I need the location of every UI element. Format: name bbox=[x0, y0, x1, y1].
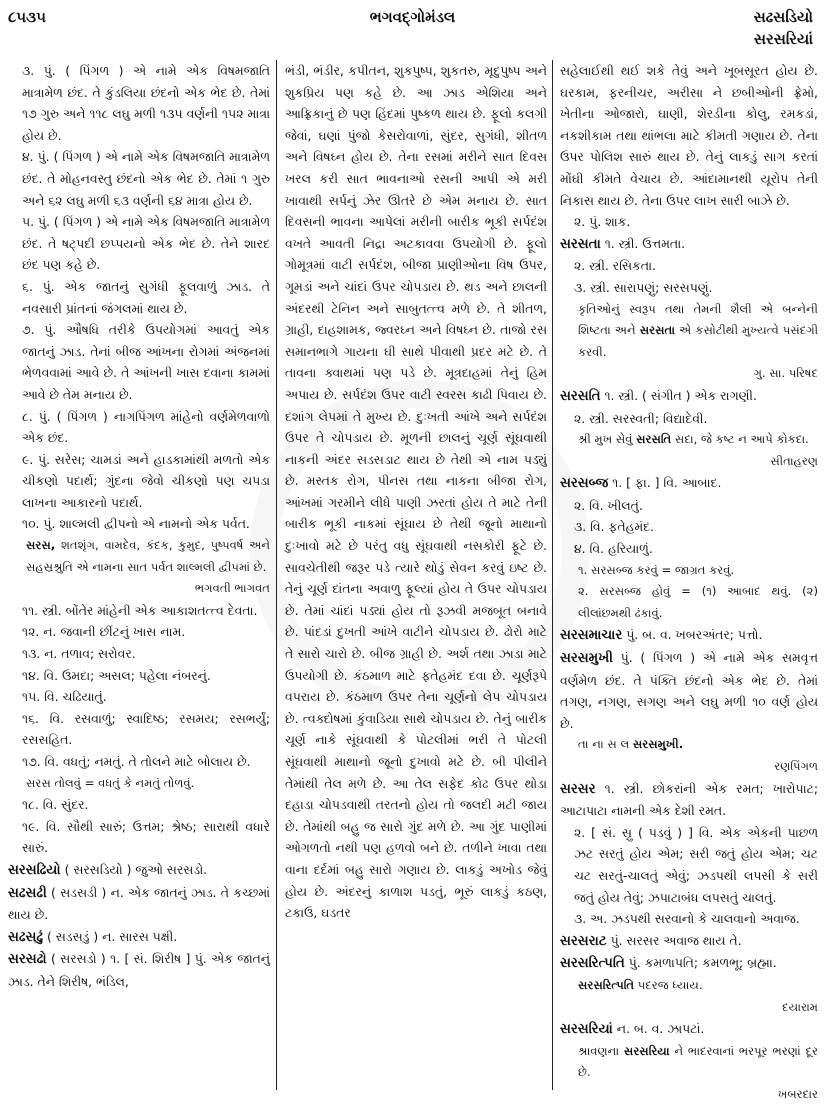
headword: સરસતા bbox=[560, 236, 601, 252]
definition-sense: ૧૯. વિ. સૌથી સારું; ઉત્તમ; શ્રેષ્ઠ; સારાથી વધારે સારું. bbox=[22, 818, 270, 856]
quote-headword: સરસતા bbox=[639, 323, 675, 338]
quote-headword: સરસરિત્પતિ bbox=[578, 977, 635, 992]
entry-definition: પું. બ. વ. ખબરઅંતર; પત્તો. bbox=[622, 627, 763, 643]
headword: સરસતિ bbox=[560, 388, 601, 404]
entry-definition: ૧. સ્ત્રી. ( સંગીત ) એક રાગણી. bbox=[600, 387, 757, 403]
definition-sense: ૧૫. વિ. ચઢિયાતું. bbox=[22, 689, 107, 705]
definition-sense: ૨. પું. શાક. bbox=[574, 214, 631, 230]
headword: સરસરાટ bbox=[560, 933, 607, 949]
definition-sense: ૯. પું. સરેસ; ચામડાં અને હાડકામાંથી મળતો એક ચીકણો પદાર્થ; ગુંદના જેવો ચીકણો પણ ચપડા લાખના આકારનો પદાર્થ. bbox=[22, 451, 270, 510]
quote-text: શ્રાવણના bbox=[578, 1043, 624, 1058]
headword: સઢસઢું bbox=[8, 929, 44, 945]
dictionary-entry bbox=[560, 930, 818, 953]
citation-quote bbox=[560, 429, 818, 472]
dictionary-entry bbox=[560, 472, 818, 495]
definition-sense: ૬. પું. એક જાતનું સુગંધી ફૂલવાળું ઝાડ. તે નવસારી પ્રાંતનાં જંગલમાં થાય છે. bbox=[22, 278, 270, 316]
dictionary-entry bbox=[8, 882, 270, 926]
column-2 bbox=[285, 60, 547, 924]
entry-definition: ૧. સ્ત્રી. ઉત્તમતા. bbox=[600, 235, 686, 251]
definition-sense: ૧૩. ન. તળાવ; સરોવર. bbox=[22, 646, 136, 662]
usage-example: ૧. સરસબ્જ કરવું = જાગ્રત કરવું. bbox=[578, 562, 735, 577]
headword: સરસર bbox=[560, 781, 596, 797]
definition-sense: ૨. સ્ત્રી. રસિકતા. bbox=[574, 258, 656, 274]
definition-sense: ૧૮. વિ. સુંદર. bbox=[22, 797, 89, 813]
definition-sense: ૩. વિ. ફતેહમંદ. bbox=[574, 519, 655, 535]
definition-sense: ૩. સ્ત્રી. સારાપણું; સરસપણું. bbox=[574, 279, 713, 295]
entry-definition: ૧. સ્ત્રી. છોકરાંની એક રમત; ખારોપાટ; આટાપાટા નામની એક દેશી રમત. bbox=[560, 780, 818, 819]
citation-quote bbox=[8, 535, 270, 600]
definition-sense: ૩. અ. ઝડપથી સરવાનો કે ચાલવાનો અવાજ. bbox=[574, 911, 800, 927]
definition-sense: ૪. વિ. હરિયાળું. bbox=[574, 541, 653, 557]
book-title: ભગવદ્ગોમંડલ bbox=[369, 8, 456, 26]
definition-sense: ૧૭. વિ. વધતું; નમતું. તે તોલને માટે બોલાય છે. bbox=[22, 754, 251, 769]
definition-sense: ૭. પું. ઔષધિ તરીકે ઉપયોગમાં આવતું એક જાતનું ઝાડ. તેનાં બીજ આંખના રોગમાં અંજનમાં ભેળવવામાં આવે છે. તે આંખની ખાસ દવાના કામમાં આવે છે તેમ મનાય છે. bbox=[22, 322, 270, 402]
definition-sense: ૧૧. સ્ત્રી. બોંતેર માંહેની એક આકાશતત્ત્વ દેવતા. bbox=[22, 602, 258, 618]
quote-headword: સરસતિ bbox=[636, 432, 672, 447]
definition-sense: ૧૨. ન. જવાની છીંટનું ખાસ નામ. bbox=[22, 624, 186, 640]
quote-headword: સરસ, bbox=[26, 538, 56, 553]
usage-example: ૨. સરસબ્જ હોવું = (૧) આબાદ થવું. (૨) લીલાંછમથી ઢંકાવું. bbox=[578, 584, 818, 620]
definition-sense: ૪. પું. ( પિંગળ ) એ નામે એક વિષમજાતિ માત્રામેળ છંદ. તે મોહનવસ્તુ છંદનો એક ભેદ છે. તેમાં ૧ ગુરુ અને ૬૨ લઘુ મળી ૬૩ વર્ણની ૬૪ માત્રા હોય છે. bbox=[22, 149, 270, 208]
quote-text: કૃતિઓનું સ્વરૂપ તથા તેમની શૈલી એ બન્નેની શિષ્ટતા અને bbox=[578, 301, 818, 338]
quote-source: દયારામ bbox=[782, 999, 818, 1014]
quote-source: રણપિંગળ bbox=[774, 759, 818, 773]
quote-text: સદા, જે કષ્ટ ન આપે કોકદા. bbox=[671, 432, 809, 447]
headword: સઢસઢી bbox=[8, 885, 47, 901]
dictionary-entry bbox=[560, 624, 818, 647]
dictionary-entry bbox=[560, 233, 818, 256]
definition-sense: ૨. સ્ત્રી. સરસ્વતી; વિદ્યાદેવી. bbox=[574, 410, 708, 426]
column-1 bbox=[8, 60, 270, 993]
headword: સરસમુખી bbox=[560, 651, 613, 667]
entry-definition: ( સરસડિયો ) જુઓ સરસડો. bbox=[60, 861, 208, 877]
definition-sense: ૩. પું. ( પિંગળ ) એ નામે એક વિષમજાતિ માત્રામેળ છંદ. તે કુંડલિયા છંદનો એક ભેદ છે. તેમાં ૧૭ ગુરુ અને ૧૧૮ લઘુ મળી ૧૩૫ વર્ણની ૧૫૨ માત્રા હોય છે. bbox=[22, 63, 270, 143]
citation-quote bbox=[560, 975, 818, 1018]
definition-sense: ૨. વિ. ખીલતું. bbox=[574, 497, 643, 513]
page-number: ૮૫૩૫ bbox=[8, 8, 46, 26]
dictionary-entry bbox=[8, 926, 270, 949]
entry-definition: ૧. [ ફા. ] વિ. આબાદ. bbox=[608, 475, 722, 491]
dictionary-entry bbox=[560, 778, 818, 822]
quote-text: પદરજ ધ્યાય. bbox=[634, 977, 703, 992]
dictionary-entry bbox=[8, 859, 270, 882]
paragraph: ભંડી, ભંડીર, કપીતન, શુકપુષ્પ, શુકતરુ, મૃદુપુષ્પ અને શુકપ્રિય પણ કહે છે. આ ઝાડ એશિયા અને આફ્રિકાનું છે પણ હિંદમાં પુષ્કળ થાય છે. ફૂલો કલગી જેવાં, ઘણાં પુંજો કેસરોવાળાં, સુંદર, સુગંધી, શીતળ અને વિષઘ્ન હોય છે. તેના રસમાં મરીને સાત દિવસ ખરલ કરી સાત ભાવનાઓ રસની આપી એ મરી ખાવાથી સર્પનું ઝેર ઊતરે છે એમ મનાય છે. સાત દિવસની ભાવના આપેલાં મરીની બારીક ભૂકી સર્પદંશ વખતે આવતી નિદ્રા અટકાવવા ઉપયોગી છે. ફૂલો ગોમૂત્રમાં વાટી સર્પદંશ, બીજા પ્રાણીઓના વિષ ઉપર, ગૂમડાં અને ચાંદાં ઉપર ચોપડાય છે. થડ અને છાલની અંદરથી ટેનિન અને સાબુતત્ત્વ મળે છે. તે શીતળ, ગ્રાહી, દાહશામક, જ્વરઘ્ન અને વિષઘ્ન છે. તાજો રસ સમાનભાગે ગાયના ઘી સાથે પીવાથી પ્રદર મટે છે. તે તાવના ક્વાથમાં પણ પડે છે. મૂત્રદાહમાં તેનું હિમ અપાય છે. સર્પદંશ ઉપર વાટી સ્વરસ કાઢી પિવાય છે. દશાંગ લેપમાં તે મુખ્ય છે. દુઃખતી આંખે અને સર્પદંશ ઉપર તે ચોપડાય છે. મૂળની છાલનું ચૂર્ણ સૂંઘવાથી નાકની અંદર સડસડાટ થાય છે તેથી એ નામ પડ્યું છે. મસ્તક રોગ, પીનસ તથા નાકના બીજા રોગ, આંખમાં ગરમીને લીધે પાણી ઝરતાં હોય તે માટે તેની બારીક ભૂકી નાકમાં સૂંઘાય છે તેથી જૂનો માથાનો દુઃખાવો મટે છે પરંતુ વધુ સૂંઘવાથી નસકોરી ફૂટે છે. સાવચેતીથી જરૂર પડે ત્યારે થોડું સેવન કરવું ઇષ્ટ છે. તેનું ચૂર્ણ દાંતના અવાળુ ફૂલ્યાં હોય તે ઉપર ચોપડાય છે. તેમાં ચાંદાં પડ્યાં હોય તો રૂઝવી મજબૂત બનાવે છે. પાંદડાં દુખતી આંખે વાટીને ચોપડાય છે. ઢોરો માટે તે સારો ચારો છે. બીજ ગ્રાહી છે. અર્શ તથા ઝાડા માટે ઉપયોગી છે. કંઠમાળ માટે ફતેહમંદ દવા છે. ચૂર્ણરૂપે વપરાય છે. કંઠમાળ ઉપર તેના ચૂર્ણનો લેપ ચોપડાય છે. ત્વક્દોષમાં કુંવાડિયા સાથે ચોપડાય છે. તેનું બારીક ચૂર્ણ નાકે સૂંઘવાથી કે પોટલીમાં ભરી તે પોટલી સૂંઘવાથી માથાનો જૂનો દુખાવો મટે છે. બી પીલીને તેમાંથી તેલ મળે છે. આ તેલ સફેદ કોઢ ઉપર થોડા દહાડા ચોપડવાથી તરતનો હોય તો જલદી મટી જાય છે. તેમાંથી બહુ જ સારો ગુંદ મળે છે. આ ગુંદ પાણીમાં ઓગળતો નથી પણ હળવો બને છે. તળીને ખાવા તથા વાના દર્દમાં બહુ સારો ગણાય છે. લાકડું અખોડ જેવું હોય છે. અંદરનું કાળાશ પડતું, ભૂરું લાકડું કઠણ, ટકાઉ, ઘડતર bbox=[285, 63, 547, 921]
headword: સરસઢિયો bbox=[8, 862, 61, 878]
entry-definition: ( સડસડું ) ન. સારસ પક્ષી. bbox=[43, 928, 178, 944]
quote-headword: સરસમુખી. bbox=[632, 737, 684, 752]
quote-source: સીતાહરણ bbox=[770, 453, 818, 468]
headword: સરસબ્જ bbox=[560, 476, 609, 492]
quote-text: એ કસોટીથી મુખ્યત્વે પસંદગી કરવી. bbox=[578, 323, 819, 359]
guide-word-first: સઢસડિયો bbox=[753, 8, 813, 26]
page-header bbox=[0, 0, 825, 58]
citation-quote bbox=[560, 1041, 818, 1106]
column-divider bbox=[552, 60, 553, 1090]
quote-source: ગુ. સા. પરિષદ bbox=[753, 366, 818, 381]
dictionary-entry bbox=[560, 385, 818, 408]
definition-sense: ૨. [ સં. સ્રુ ( પડવું ) ] વિ. એક એકની પાછળ ઝટ સરતું હોય એમ; સરી જતું હોય એમ; ચટ ચટ સરતું-ચાલતું એવું; ઝડપથી લપસી કે સરી જતું હોય તેવું; ઝપાટાબંધ લપસતું ચાલતું. bbox=[574, 824, 818, 905]
headword: સરસઢો bbox=[8, 952, 47, 968]
definition-sense: ૧૬. વિ. રસવાળું; સ્વાદિષ્ઠ; રસમય; રસભર્યું; રસસહિત. bbox=[22, 710, 270, 748]
dictionary-entry bbox=[560, 647, 818, 734]
quote-source: ભગવતી ભાગવત bbox=[194, 581, 270, 596]
dictionary-entry bbox=[560, 952, 818, 975]
column-3 bbox=[560, 60, 818, 1106]
paragraph: સહેલાઈથી થઈ શકે તેવું અને ખૂબસૂરત હોય છે. ઘરકામ, ફરનીચર, અરીસા ને છબીઓની ફ્રેમો, ખેતીના ઓજારો, ઘાણી, શેરડીના કોલુ, રમકડાં, નકશીકામ તથા થાંભલા માટે કીમતી ગણાય છે. તેના ઉપર પોલિશ સારું થાય છે. તેનું લાકડું સાગ કરતાં મોંઘી કીમતે વેચાય છે. આંદામાનથી યૂરોપ તેની નિકાસ થાય છે. તેના ઉપર લાખ સારી બાઝે છે. bbox=[560, 63, 818, 208]
headword: સરસરિત્પતિ bbox=[560, 956, 625, 972]
quote-source: ખબરદાર bbox=[777, 1086, 818, 1101]
definition-sense: ૫. પું. ( પિંગળ ) એ નામે એક વિષમજાતિ માત્રામેળ છંદ. તે ષટ્પદી છપ્પયનો એક ભેદ છે. તેને શારદ છંદ પણ કહે છે. bbox=[22, 214, 271, 273]
guide-words bbox=[754, 6, 813, 50]
citation-quote bbox=[560, 734, 818, 777]
entry-definition: ( સડસડી ) ન. એક જાતનું ઝાડ. તે કચ્છમાં થાય છે. bbox=[8, 884, 270, 923]
definition-sense: ૧૦. પું. શાલ્મલી દ્વીપનો એ નામનો એક પર્વત. bbox=[22, 516, 250, 532]
entry-definition: ન. બ. વ. ઝાપટાં. bbox=[612, 1021, 705, 1037]
column-divider bbox=[276, 60, 277, 1090]
quote-text: શ્રી મુખ સેવું bbox=[578, 432, 637, 447]
dictionary-entry bbox=[560, 1018, 818, 1041]
usage-example: સરસ તોલવું = વધતું કે નમતું તોળવું. bbox=[26, 775, 195, 790]
guide-word-last: સરસરિયાં bbox=[753, 30, 813, 48]
quote-text: ને ભાદરવાનાં ભરપૂર ભરણાં દૂર છે. bbox=[578, 1043, 818, 1080]
entry-definition: પું. કમળાપતિ; કમળભૂ; બ્રહ્મા. bbox=[624, 955, 777, 971]
quote-headword: સરસરિયા bbox=[623, 1043, 670, 1058]
entry-definition: પું. ( પિંગળ ) એ નામે એક સમવૃત્ત વર્ણમેળ છંદ. તે પંક્તિ છંદનો એક ભેદ છે. તેમાં તગણ, નગણ, સગણ અને લઘુ મળી ૧૦ વર્ણ હોય છે. bbox=[560, 650, 818, 731]
definition-sense: ૧૪. વિ. ઉમદા; અસલ; પહેલા નંબરનું. bbox=[22, 667, 211, 683]
entry-definition: ( સરસડો ) ૧. [ સં. શિરીષ ] પું. એક જાતનું ઝાડ. તેને શિરીષ, ભંડિલ, bbox=[8, 951, 270, 989]
headword: સરસરિયાં bbox=[560, 1022, 613, 1038]
entry-definition: પું. સરસર અવાજ થાય તે. bbox=[606, 932, 742, 948]
quote-text: તા ના સ લ bbox=[578, 737, 633, 752]
dictionary-entry bbox=[8, 948, 270, 992]
headword: સરસમાચાર bbox=[560, 628, 623, 644]
citation-quote bbox=[560, 299, 818, 385]
definition-sense: ૮. પું. ( પિંગળ ) નાગપિંગળ માંહેનો વર્ણમેળવાળો એક છંદ. bbox=[22, 408, 270, 446]
quote-text: શતશૃંગ, વામદેવ, કંદક, કુમુદ, પુષ્પવર્ષ અને સહસ્રશ્રુતિ એ નામના સાત પર્વત શાલ્મલી દ્વીપમાં છે. bbox=[26, 538, 270, 574]
